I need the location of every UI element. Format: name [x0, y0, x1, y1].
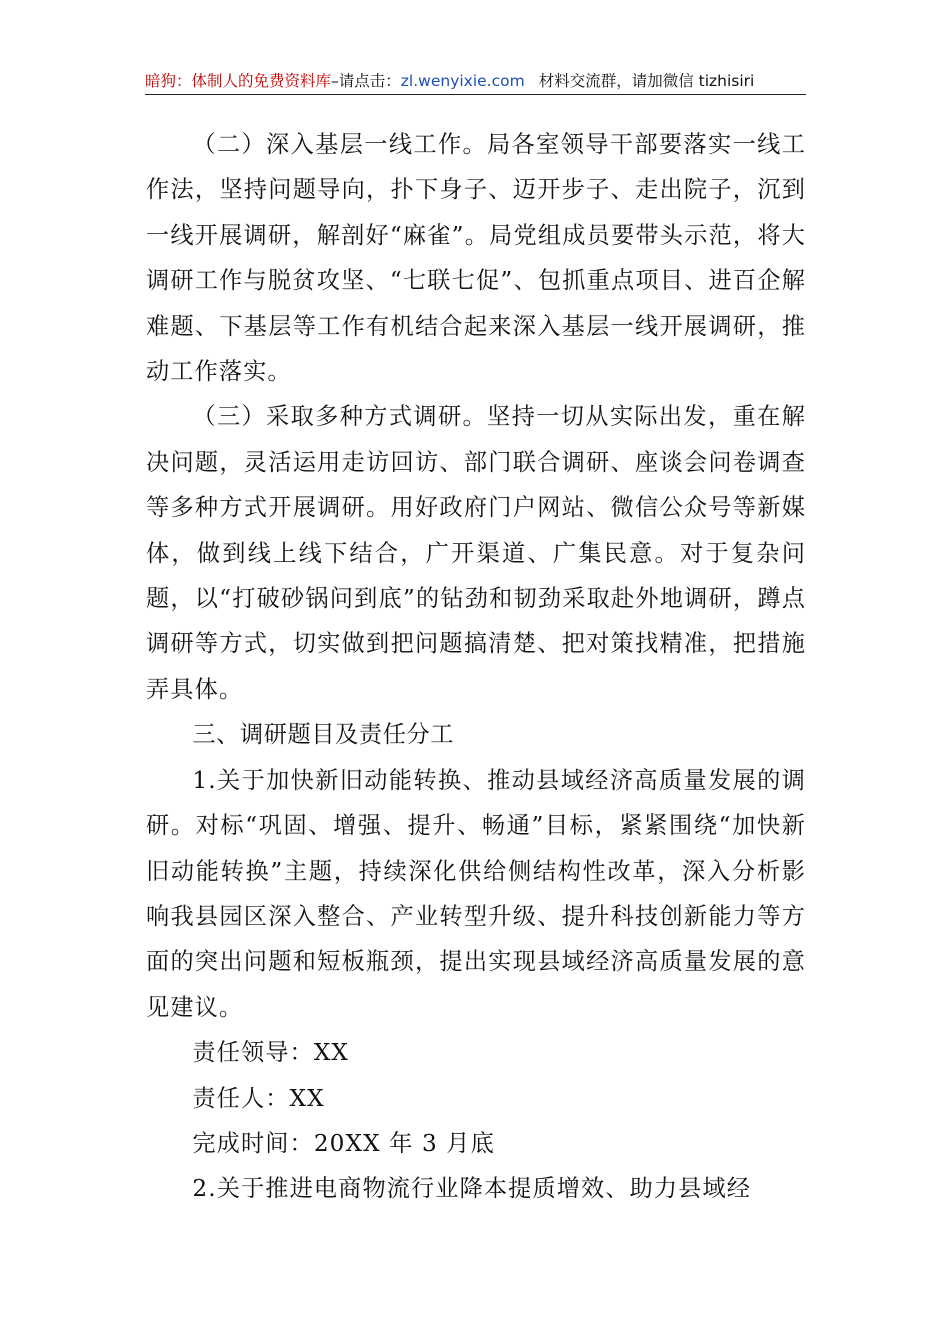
header-divider	[145, 94, 806, 95]
section-heading-topics: 三、调研题目及责任分工	[192, 721, 455, 749]
topic-1-deadline: 完成时间：20XX 年 3 月底	[192, 1129, 495, 1157]
paragraph-research-methods: （三）采取多种方式调研。坚持一切从实际出发，重在解决问题，灵活运用走访回访、部门联合调研、座谈会问卷调查等多种方式开展调研。用好政府门户网站、微信公众号等新媒体，做到线上线下结合，广开渠道、广集民意。对于复杂问题，以“打破砂锅问到底”的钻劲和韧劲采取赴外地调研，蹲点调研等方式，切实做到把问题搞清楚、把对策找精准，把措施弄具体。	[146, 403, 806, 703]
header-group-note: 材料交流群，请加微信 tizhisiri	[538, 72, 755, 90]
document-body	[146, 122, 806, 1212]
topic-1-person: 责任人：XX	[192, 1084, 325, 1112]
page-header	[145, 66, 805, 96]
topic-item-1: 1.关于加快新旧动能转换、推动县域经济高质量发展的调研。对标“巩固、增强、提升、畅通”目标，紧紧围绕“加快新旧动能转换”主题，持续深化供给侧结构性改革，深入分析影响我县园区深入整合、产业转型升级、提升科技创新能力等方面的突出问题和短板瓶颈，提出实现县域经济高质量发展的意见建议。	[146, 766, 806, 1021]
header-brand: 暗狗：体制人的免费资料库	[145, 72, 332, 90]
topic-item-2: 2.关于推进电商物流行业降本提质增效、助力县域经	[192, 1175, 752, 1203]
topic-1-leader: 责任领导：XX	[192, 1039, 350, 1067]
header-url-link[interactable]: zl.wenyixie.com	[400, 72, 525, 90]
header-click-prompt: –请点击：	[331, 72, 401, 90]
paragraph-grassroots-work: （二）深入基层一线工作。局各室领导干部要落实一线工作法，坚持问题导向，扑下身子、迈开步子、走出院子，沉到一线开展调研，解剖好“麻雀”。局党组成员要带头示范，将大调研工作与脱贫攻坚、“七联七促”、包抓重点项目、进百企解难题、下基层等工作有机结合起来深入基层一线开展调研，推动工作落实。	[146, 131, 806, 386]
